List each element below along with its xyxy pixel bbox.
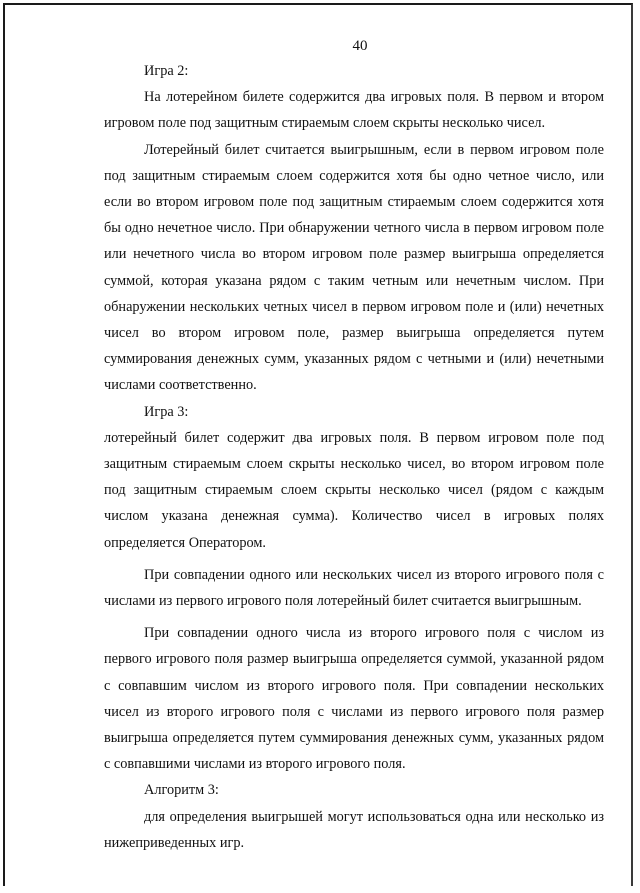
- algorithm3-paragraph-1: для определения выигрышей могут использоваться одна или несколько из нижеприведенных игр.: [104, 808, 604, 851]
- document-body: [104, 58, 604, 856]
- game3-heading: Игра 3:: [144, 403, 189, 420]
- game2-heading: Игра 2:: [144, 63, 189, 79]
- game3-paragraph-2: При совпадении одного или нескольких чисел из второго игрового поля с числами из первого игрового поля лотерейный билет считается выигрышным.: [104, 566, 604, 610]
- game2-paragraph-2: Лотерейный билет считается выигрышным, если в первом игровом поле под защитным стираемым слоем содержится хотя бы одно четное число, или если во втором игровом поле под защитным стираемым слоем содержится хотя бы одно нечетное число. При обнаружении четного числа в первом игровом поле или нечетного числа во втором игровом поле размер выигрыша определяется суммой, которая указана рядом с таким четным или нечетным числом. При обнаружении нескольких четных чисел в первом игровом поле и (или) нечетных чисел во втором игровом поле, размер выигрыша определяется путем суммирования денежных сумм, указанных рядом с четными и (или) нечетными числами соответственно.: [104, 141, 604, 394]
- game3-paragraph-1: лотерейный билет содержит два игровых поля. В первом игровом поле под защитным стираемым слоем скрыты несколько чисел, во втором игровом поле под защитным стираемым слоем скрыты несколько чисел (рядом с каждым числом указана денежная сумма). Количество чисел в игровых полях определяется Оператором.: [104, 429, 604, 551]
- game2-paragraph-1: На лотерейном билете содержится два игровых поля. В первом и втором игровом поле под защитным стираемым слоем скрыты несколько чисел.: [104, 89, 604, 132]
- game3-paragraph-3: При совпадении одного числа из второго игрового поля с числом из первого игрового поля размер выигрыша определяется суммой, указанной рядом с совпавшим числом из второго игрового поля. При совпадении нескольких чисел из второго игрового поля с числами из первого игрового поля размер выигрыша определяется путем суммирования денежных сумм, указанных рядом с совпавшими числами из второго игрового поля.: [104, 625, 604, 773]
- page-number: 40: [352, 38, 368, 54]
- algorithm3-heading: Алгоритм 3:: [144, 782, 219, 799]
